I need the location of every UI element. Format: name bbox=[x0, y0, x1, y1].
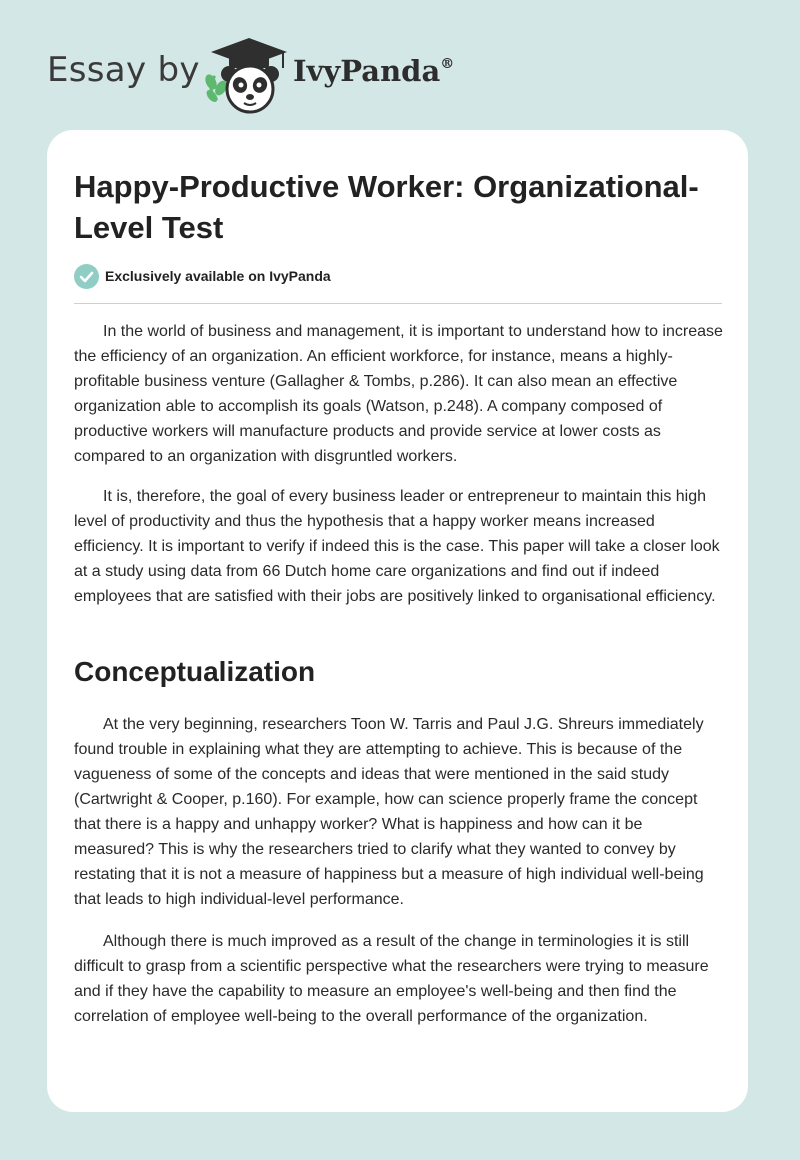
essay-card bbox=[47, 130, 748, 1112]
section-heading-conceptualization: Conceptualization bbox=[74, 656, 316, 687]
paragraph-4: Although there is much improved as a result of the change in terminologies it is still difficult to grasp from a scientific perspective what the researchers were trying to measure and if they have the capability to measure an employee's well-being and then find the correlation of employee well-being to the overall performance of the organization. bbox=[74, 933, 709, 1025]
divider bbox=[74, 303, 722, 304]
essay-by-label: Essay by bbox=[47, 50, 200, 90]
check-icon bbox=[74, 264, 99, 289]
site-header bbox=[47, 30, 487, 120]
paragraph-3: At the very beginning, researchers Toon W. Tarris and Paul J.G. Shreurs immediately found trouble in explaining what they are attempting to achieve. This is because of the vagueness of some of the concepts and ideas that were mentioned in the said study (Cartwright & Cooper, p.160). For example, how can science properly frame the concept that there is a happy and unhappy worker? What is happiness and how can it be measured? This is why the researchers tried to clarify what they wanted to convey by restating that it is not a measure of happiness but a measure of high individual well-being that leads to high individual-level performance. bbox=[74, 716, 704, 908]
paragraph-1: In the world of business and management, it is important to understand how to increase the efficiency of an organization. An efficient workforce, for instance, means a highly-profitable business venture (Gallagher & Tombs, p.286). It can also mean an effective organization able to accomplish its goals (Watson, p.248). A company composed of productive workers will manufacture products and provide service at lower costs as compared to an organization with disgruntled workers. bbox=[74, 323, 723, 465]
essay-title: Happy-Productive Worker: Organizational-Level Test bbox=[74, 169, 699, 245]
exclusive-badge-label: Exclusively available on IvyPanda bbox=[105, 268, 331, 284]
brand-name[interactable]: IvyPanda® bbox=[293, 54, 455, 88]
panda-logo-icon[interactable] bbox=[199, 34, 291, 114]
paragraph-2: It is, therefore, the goal of every business leader or entrepreneur to maintain this high level of productivity and thus the hypothesis that a happy worker means increased efficiency. It is important to verify if indeed this is the case. This paper will take a closer look at a study using data from 66 Dutch home care organizations and find out if indeed employees that are satisfied with their jobs are positively linked to organisational efficiency. bbox=[74, 488, 720, 605]
